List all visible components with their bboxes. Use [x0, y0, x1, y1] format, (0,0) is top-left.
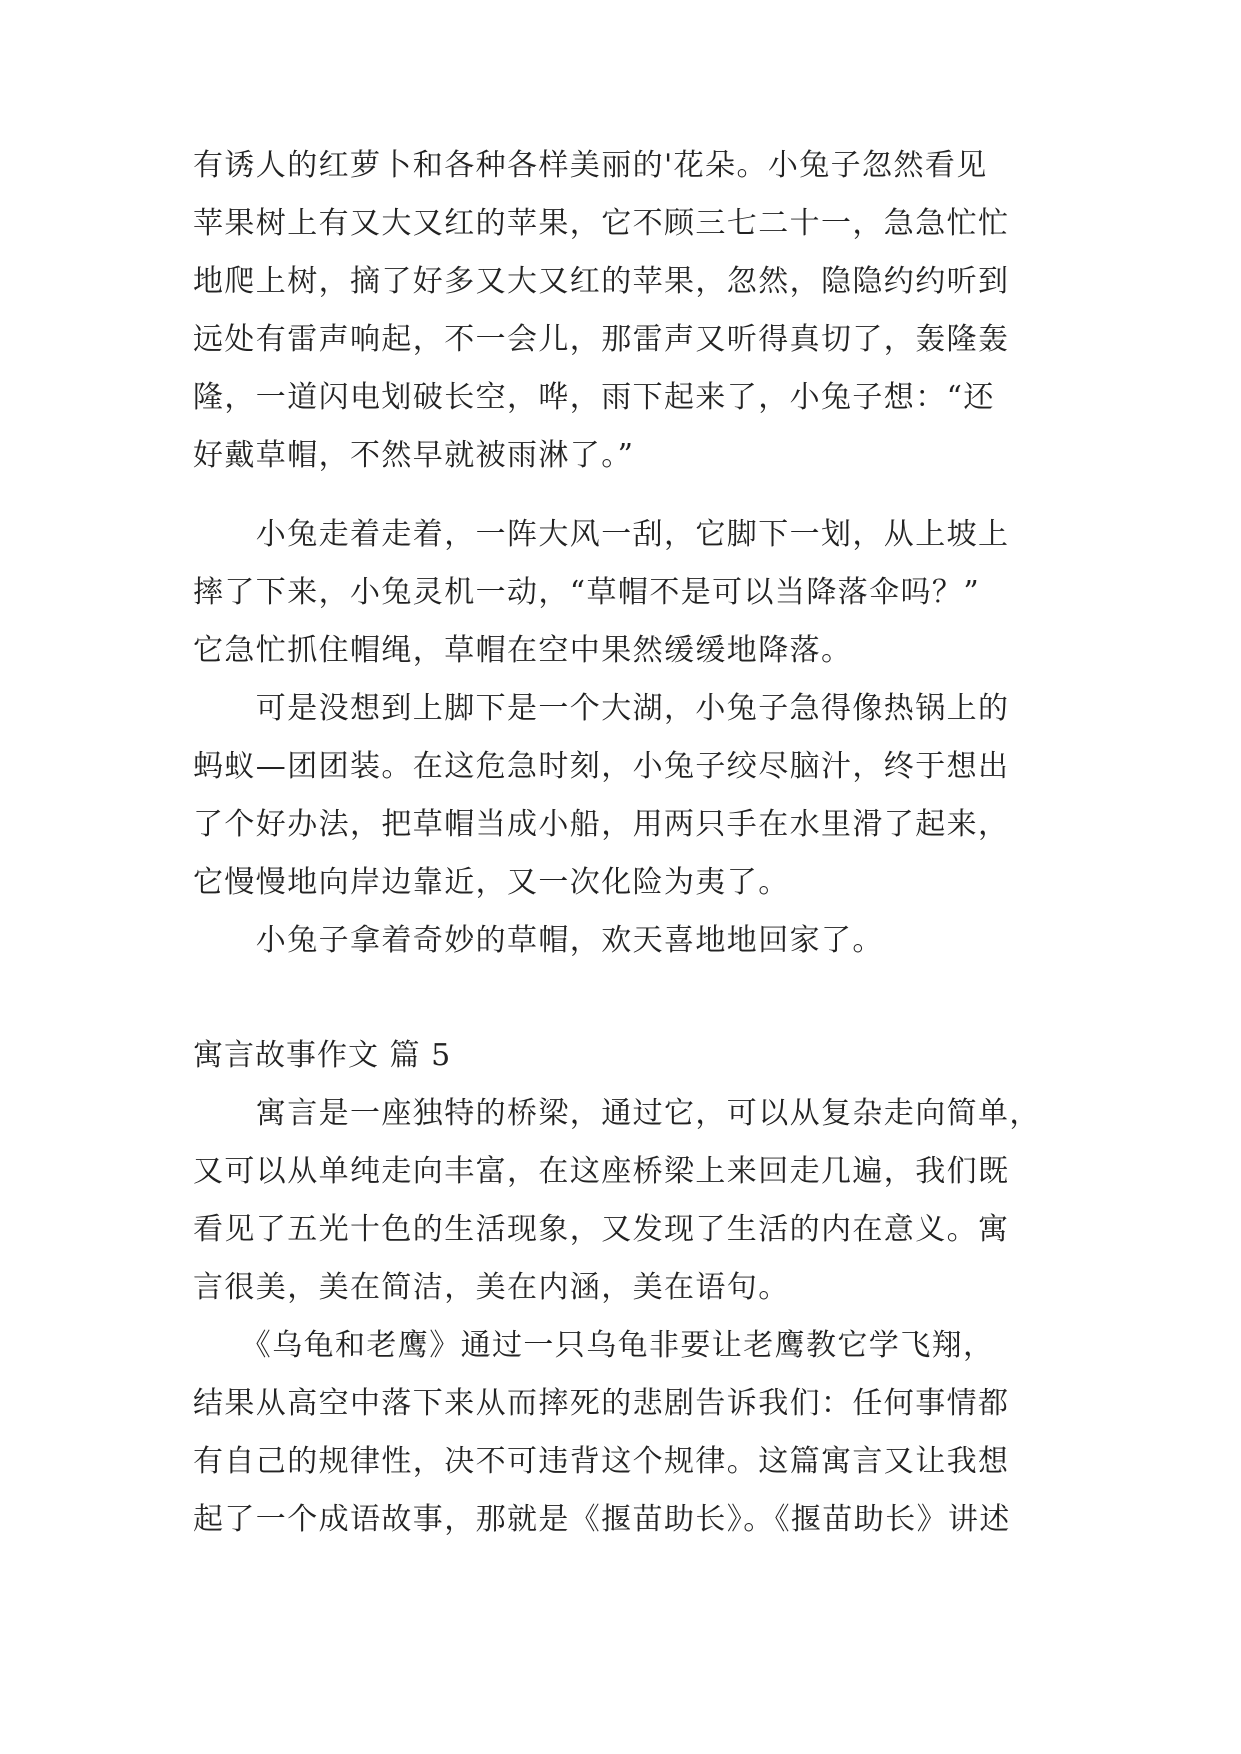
paragraph-line: 又可以从单纯走向丰富，在这座桥梁上来回走几遍，我们既 [193, 1154, 1010, 1189]
paragraph-line: 《乌龟和老鹰》通过一只乌龟非要让老鹰教它学飞翔， [193, 1328, 995, 1363]
paragraph-line: 地爬上树，摘了好多又大又红的苹果，忽然，隐隐约约听到 [193, 264, 1010, 299]
paragraph-line: 寓言是一座独特的桥梁，通过它，可以从复杂走向简单， [193, 1096, 1041, 1131]
paragraph-line: 有自己的规律性，决不可违背这个规律。这篇寓言又让我想 [193, 1444, 1010, 1479]
paragraph-line: 言很美，美在简洁，美在内涵，美在语句。 [193, 1270, 790, 1305]
paragraph-line: 蚂蚁—团团装。在这危急时刻，小兔子绞尽脑汁，终于想出 [193, 749, 1010, 784]
paragraph-line: 苹果树上有又大又红的苹果，它不顾三七二十一，急急忙忙 [193, 206, 1010, 241]
paragraph-line: 摔了下来，小兔灵机一动，“草帽不是可以当降落伞吗？” [193, 575, 981, 610]
paragraph-line: 好戴草帽，不然早就被雨淋了。” [193, 438, 635, 473]
paragraph-line: 结果从高空中落下来从而摔死的悲剧告诉我们：任何事情都 [193, 1386, 1010, 1421]
paragraph-line: 小兔走着走着，一阵大风一刮，它脚下一划，从上坡上 [193, 517, 1010, 552]
paragraph-line: 可是没想到上脚下是一个大湖，小兔子急得像热锅上的 [193, 691, 1010, 726]
paragraph-line: 隆，一道闪电划破长空，哗，雨下起来了，小兔子想：“还 [193, 380, 995, 415]
paragraph-line: 有诱人的红萝卜和各种各样美丽的'花朵。小兔子忽然看见 [193, 148, 988, 183]
paragraph-line: 小兔子拿着奇妙的草帽，欢天喜地地回家了。 [193, 923, 884, 958]
paragraph-line: 它急忙抓住帽绳，草帽在空中果然缓缓地降落。 [193, 633, 853, 668]
paragraph-line: 远处有雷声响起，不一会儿，那雷声又听得真切了，轰隆轰 [193, 322, 1010, 357]
paragraph-line: 了个好办法，把草帽当成小船，用两只手在水里滑了起来， [193, 807, 1010, 842]
paragraph-line: 看见了五光十色的生活现象，又发现了生活的内在意义。寓 [193, 1212, 1010, 1247]
paragraph-line: 它慢慢地向岸边靠近，又一次化险为夷了。 [193, 865, 790, 900]
paragraph-line: 起了一个成语故事，那就是《揠苗助长》。《揠苗助长》讲述 [193, 1502, 1011, 1537]
section-heading: 寓言故事作文 篇 5 [193, 1038, 452, 1073]
